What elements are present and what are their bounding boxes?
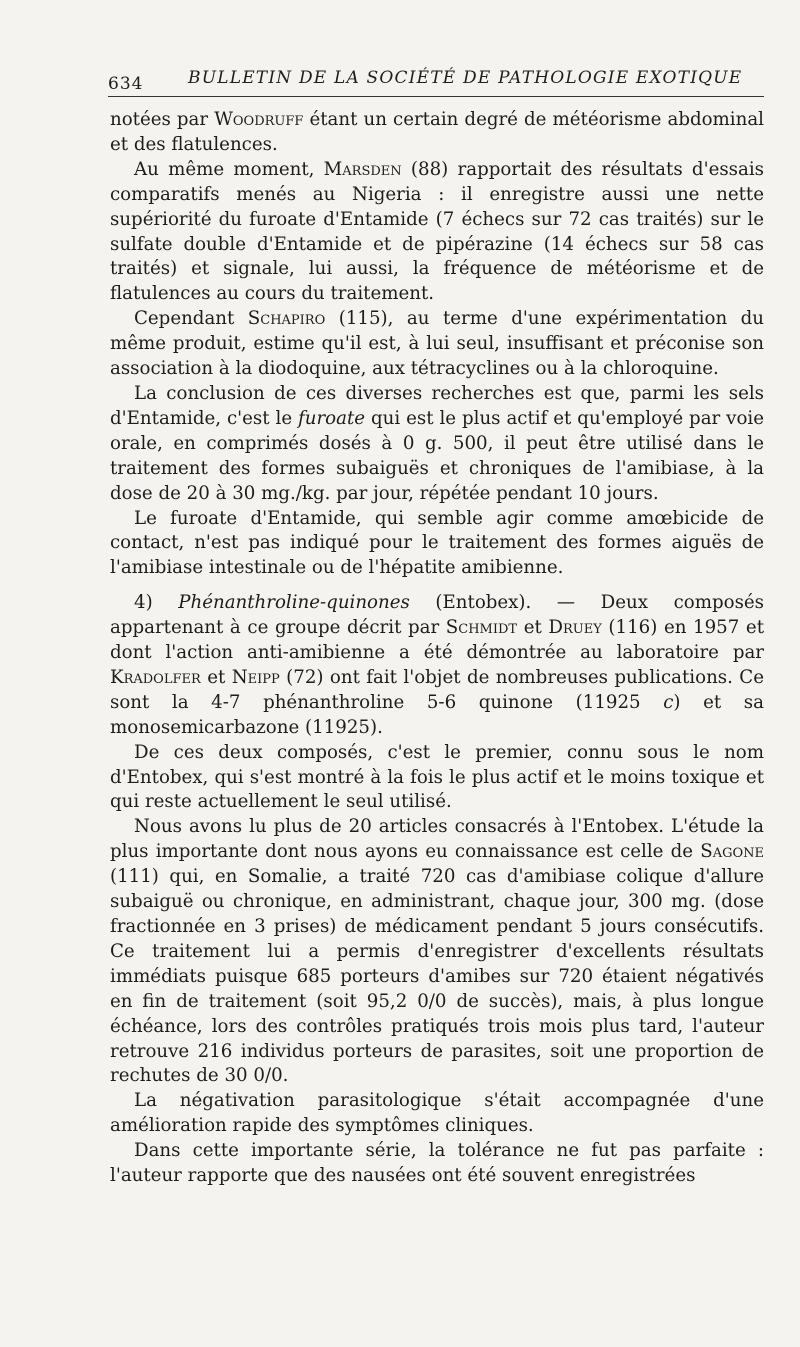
text-run: (111) qui, en Somalie, a traité 720 cas d'amibiase colique d'allure subaiguë ou chronique, en administrant, chaque jour, 300 mg. (dose fractionnée en 3 prises) de médicament pendant 5 jours consécutifs. Ce traitement lui a permis d'enregistrer d'excellents résultats immédiats puisque 685 porteurs d'amibes sur 720 étaient négativés en fin de traitement (soit 95,2 0/0 de succès), mais, à plus longue échéance, lors des contrôles pratiqués trois mois plus tard, l'auteur retrouve 216 individus porteurs de parasites, soit une proportion de rechutes de 30 0/0. (110, 866, 764, 1087)
text-run: Cependant (134, 308, 248, 330)
text-run: Nous avons lu plus de 20 articles consacrés à l'Entobex. L'étude la plus importante dont nous ayons eu connaissance est celle de (110, 816, 764, 863)
text-run: La conclusion de ces diverses recherches est que, parmi les sels d'Entamide, c'est le (110, 382, 764, 429)
text-run: (115), au terme d'une expérimentation du même produit, estime qu'il est, à lui seul, insuffisant et préconise son association à la diodoquine, aux tétracyclines ou à la chloroquine. (110, 308, 764, 380)
text-run: (72) ont fait l'objet de nombreuses publications. Ce sont la 4-7 phénanthroline 5-6 quinone (11925 (110, 666, 764, 713)
author-schapiro: Schapiro (247, 308, 326, 330)
author-sagone: Sagone (700, 841, 764, 863)
text-run: et (517, 617, 549, 639)
author-druey: Druey (548, 617, 602, 639)
author-woodruff: Woodruff (214, 109, 304, 130)
text-run: ) et sa monosemicarbazone (11925). (110, 691, 764, 738)
author-neipp: Neipp (231, 666, 280, 688)
paragraph-7: De ces deux composés, c'est le premier, connu sous le nom d'Entobex, qui s'est montré à la fois le plus actif et le moins toxique et qui reste actuellement le seul utilisé. (110, 741, 764, 813)
section-number: 4) (134, 592, 179, 614)
page-number: 634 (108, 74, 144, 94)
author-schmidt: Schmidt (445, 617, 518, 639)
text-run: qui est le plus actif et qu'employé par voie orale, en comprimés dosés à 0 g. 500, il peut être utilisé dans le traitement des formes subaiguës et chroniques de l'amibiase, à la dose de 20 à 30 mg./kg. par jour, répétée pendant 10 jours. (110, 407, 764, 504)
text-run: et (200, 666, 232, 688)
paragraph-6-section-heading (110, 591, 764, 740)
section-title: Phénanthroline-quinones (178, 592, 410, 614)
paragraph-5: Le furoate d'Entamide, qui semble agir comme amœbicide de contact, n'est pas indiqué pour le traitement des formes aiguës de l'amibiase intestinale ou de l'hépatite amibienne. (110, 507, 764, 579)
paragraph-3 (110, 307, 764, 382)
body-text (110, 108, 764, 1189)
paragraph-2 (110, 158, 764, 307)
paragraph-4 (110, 382, 764, 507)
paragraph-8 (110, 815, 764, 1089)
text-run: (Entobex). — Deux composés appartenant à ce groupe décrit par (110, 592, 764, 639)
text-run: Au même moment, (134, 158, 324, 180)
paragraph-9: La négativation parasitologique s'était accompagnée d'une amélioration rapide des symptômes cliniques. (110, 1090, 764, 1137)
author-kradolfer: Kradolfer (110, 666, 201, 688)
compound-suffix: c (663, 691, 674, 713)
text-run: (116) en 1957 et dont l'action anti-amibienne a été démontrée au laboratoire par (110, 617, 765, 664)
text-run: étant un certain degré de météorisme abdominal et des flatulences. (110, 109, 764, 155)
emphasis-furoate: furoate (298, 407, 366, 429)
text-run: notées par (110, 109, 215, 130)
text-run: (88) rapportait des résultats d'essais comparatifs menés au Nigeria : il enregistre aussi une nette supériorité du furoate d'Entamide (7 échecs sur 72 cas traités) sur le sulfate double d'Entamide et de pipérazine (14 échecs sur 58 cas traités) et signale, lui aussi, la fréquence de météorisme et de flatulences au cours du traitement. (110, 158, 764, 305)
running-title: BULLETIN DE LA SOCIÉTÉ DE PATHOLOGIE EXOTIQUE (188, 68, 743, 88)
paragraph-1 (110, 108, 764, 158)
running-header (108, 68, 764, 97)
author-marsden: Marsden (323, 158, 402, 180)
paragraph-10: Dans cette importante série, la tolérance ne fut pas parfaite : l'auteur rapporte que des nausées ont été souvent enregistrées (110, 1140, 764, 1187)
